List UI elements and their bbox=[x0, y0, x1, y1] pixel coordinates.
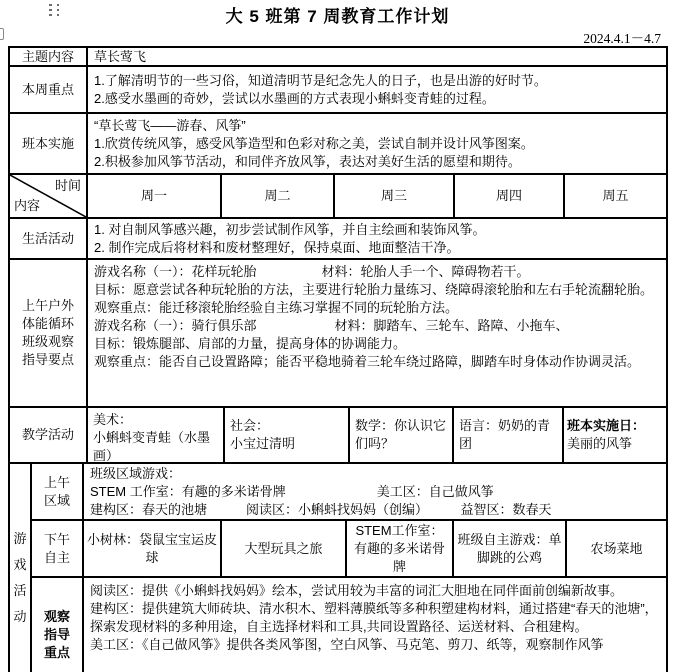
text-line: 建构区：提供建筑大师砖块、清水积木、塑料薄膜纸等多种积塑建构材料，通过搭建“春天的池塘”，探索发现材料的多种用途，自主选择材料和工具,共同设置路径、运送材料、合租建构。 bbox=[90, 601, 658, 634]
observation-content bbox=[84, 578, 666, 672]
text-line: 观察重点：能迁移滚轮胎经验自主练习掌握不同的玩轮胎方法。 bbox=[94, 300, 459, 315]
games-row-afternoon bbox=[32, 521, 666, 578]
morning-area-content bbox=[84, 464, 666, 519]
day-header-friday: 周五 bbox=[602, 188, 629, 203]
diagonal-header-cell bbox=[10, 175, 88, 217]
table-row-theme bbox=[10, 48, 666, 67]
theme-value: 草长莺飞 bbox=[94, 49, 147, 64]
row-label-life-activity: 生活活动 bbox=[10, 219, 88, 258]
text-line: 小蝌蚪变青蛙（水墨画） bbox=[93, 430, 211, 463]
text-line: 班本实施日： bbox=[567, 418, 646, 433]
table-row-teaching bbox=[10, 408, 666, 464]
header-time-label: 时间 bbox=[54, 178, 81, 193]
outdoor-content bbox=[88, 260, 666, 406]
text-line: 建构区：春天的池塘 阅读区：小蝌蚪找妈妈（创编） 益智区：数春天 bbox=[90, 501, 552, 517]
header-content-label: 内容 bbox=[14, 198, 41, 213]
label-line: 下午 bbox=[43, 531, 70, 547]
page-title: 大 5 班第 7 周教育工作计划 bbox=[225, 7, 450, 26]
day-header-monday: 周一 bbox=[88, 175, 222, 217]
table-row-week-focus bbox=[10, 67, 666, 114]
afternoon-cell-class-game: 班级自主游戏：单脚跳的公鸡 bbox=[454, 521, 567, 576]
text-line: “草长莺飞——游春、风筝” bbox=[94, 117, 246, 133]
games-section-label bbox=[10, 464, 32, 672]
teaching-cell-math bbox=[350, 408, 454, 462]
text-line: 数学：你认识它们吗？ bbox=[355, 418, 447, 451]
text-line: 班级区域游戏： bbox=[90, 465, 182, 481]
day-header-wednesday: 周三 bbox=[335, 175, 455, 217]
afternoon-cell-toys: 大型玩具之旅 bbox=[222, 521, 347, 576]
text-line: 目标：愿意尝试各种玩轮胎的方法，主要进行轮胎力量练习、绕障碍滚轮胎和左右手轮流翻轮胎。 bbox=[94, 282, 654, 297]
text-line: 1.了解清明节的一些习俗，知道清明节是纪念先人的日子，也是出游的好时节。 bbox=[94, 72, 547, 88]
text-line: 游戏名称（一）：花样玩轮胎 材料：轮胎人手一个、障碍物若干。 bbox=[94, 264, 530, 279]
text-line: 2. 制作完成后将材料和废材整理好，保持桌面、地面整洁干净。 bbox=[94, 239, 460, 255]
weekly-plan-table bbox=[8, 46, 668, 672]
text-line: 小宝过清明 bbox=[230, 436, 296, 451]
label-line: 上午户外 bbox=[21, 298, 74, 313]
row-label-teaching: 教学活动 bbox=[10, 408, 88, 462]
table-row-schedule-header bbox=[10, 175, 666, 219]
games-row-morning-area bbox=[32, 464, 666, 521]
drag-handle-icon[interactable] bbox=[47, 3, 61, 17]
table-row-implementation bbox=[10, 114, 666, 175]
text-line: 语言：奶奶的青团 bbox=[459, 418, 551, 451]
text-line: 阅读区：提供《小蝌蚪找妈妈》绘本，尝试用较为丰富的词汇大胆地在同伴面前创编新故事。 bbox=[90, 583, 624, 598]
label-line: 指导 bbox=[43, 627, 70, 642]
label-line: 上午 bbox=[43, 474, 70, 490]
text-line: 1.欣赏传统风筝，感受风筝造型和色彩对称之美，尝试自制并设计风筝图案。 bbox=[94, 135, 534, 151]
text-line: 目标：锻炼腿部、肩部的力量，提高身体的协调能力。 bbox=[94, 336, 407, 351]
text-line: 美工区：《自己做风筝》提供各类风筝图，空白风筝、马克笔、剪刀、纸等，观察制作风筝 bbox=[90, 637, 604, 652]
label-line: 区域 bbox=[43, 492, 70, 508]
day-header-thursday: 周四 bbox=[455, 175, 565, 217]
date-range: 2024.4.1－4.7 bbox=[583, 31, 661, 46]
text-line: 观察重点：能否自己设置路障；能否平稳地骑着三轮车绕过路障，脚踏车时身体动作协调灵活。 bbox=[94, 354, 641, 369]
afternoon-cell-grove: 小树林：袋鼠宝宝运皮球 bbox=[84, 521, 222, 576]
label-line: 体能循环 bbox=[21, 316, 74, 331]
label-line: 指导要点 bbox=[21, 352, 74, 367]
games-label-afternoon bbox=[32, 521, 84, 576]
games-vertical-label: 游戏活动 bbox=[13, 531, 27, 624]
teaching-cell-language bbox=[454, 408, 564, 462]
label-line: 班级观察 bbox=[21, 334, 74, 349]
text-line: 游戏名称（一）：骑行俱乐部 材料：脚踏车、三轮车、路障、小拖车、 bbox=[94, 318, 569, 333]
games-label-morning bbox=[32, 464, 84, 519]
games-subrows bbox=[32, 464, 666, 672]
implementation-content bbox=[88, 114, 666, 173]
text-line: 美术： bbox=[93, 412, 133, 427]
teaching-cell-social bbox=[225, 408, 350, 462]
afternoon-cell-stem: STEM工作室：有趣的多米诺骨牌 bbox=[347, 521, 454, 576]
label-line: 自主 bbox=[43, 549, 70, 565]
teaching-cell-art bbox=[88, 408, 225, 462]
teaching-cell-class-day bbox=[564, 408, 666, 462]
label-line: 观察 bbox=[43, 609, 70, 624]
row-label-implementation: 班本实施 bbox=[10, 114, 88, 173]
text-line: 2.积极参加风筝节活动，和同伴齐放风筝，表达对美好生活的愿望和期待。 bbox=[94, 153, 521, 169]
afternoon-cell-farm: 农场菜地 bbox=[590, 540, 643, 556]
row-label-week-focus: 本周重点 bbox=[10, 67, 88, 112]
table-row-games bbox=[10, 464, 666, 672]
label-line: 重点 bbox=[43, 645, 70, 660]
week-focus-content bbox=[88, 67, 666, 112]
page-margin-artifact bbox=[0, 28, 4, 40]
games-label-observation bbox=[32, 578, 84, 672]
table-row-life-activity bbox=[10, 219, 666, 260]
text-line: 社会： bbox=[230, 418, 270, 433]
table-row-outdoor-observation bbox=[10, 260, 666, 408]
day-header-tuesday: 周二 bbox=[222, 175, 335, 217]
row-label-outdoor bbox=[10, 260, 88, 406]
text-line: STEM 工作室：有趣的多米诺骨牌 美工区：自己做风筝 bbox=[90, 483, 494, 499]
text-line: 美丽的风筝 bbox=[567, 436, 633, 451]
text-line: 2.感受水墨画的奇妙，尝试以水墨画的方式表现小蝌蚪变青蛙的过程。 bbox=[94, 90, 495, 106]
text-line: 1. 对自制风筝感兴趣，初步尝试制作风筝，并自主绘画和装饰风筝。 bbox=[94, 221, 486, 237]
games-row-observation bbox=[32, 578, 666, 672]
life-activity-content bbox=[88, 219, 666, 258]
row-label-theme: 主题内容 bbox=[10, 48, 88, 65]
